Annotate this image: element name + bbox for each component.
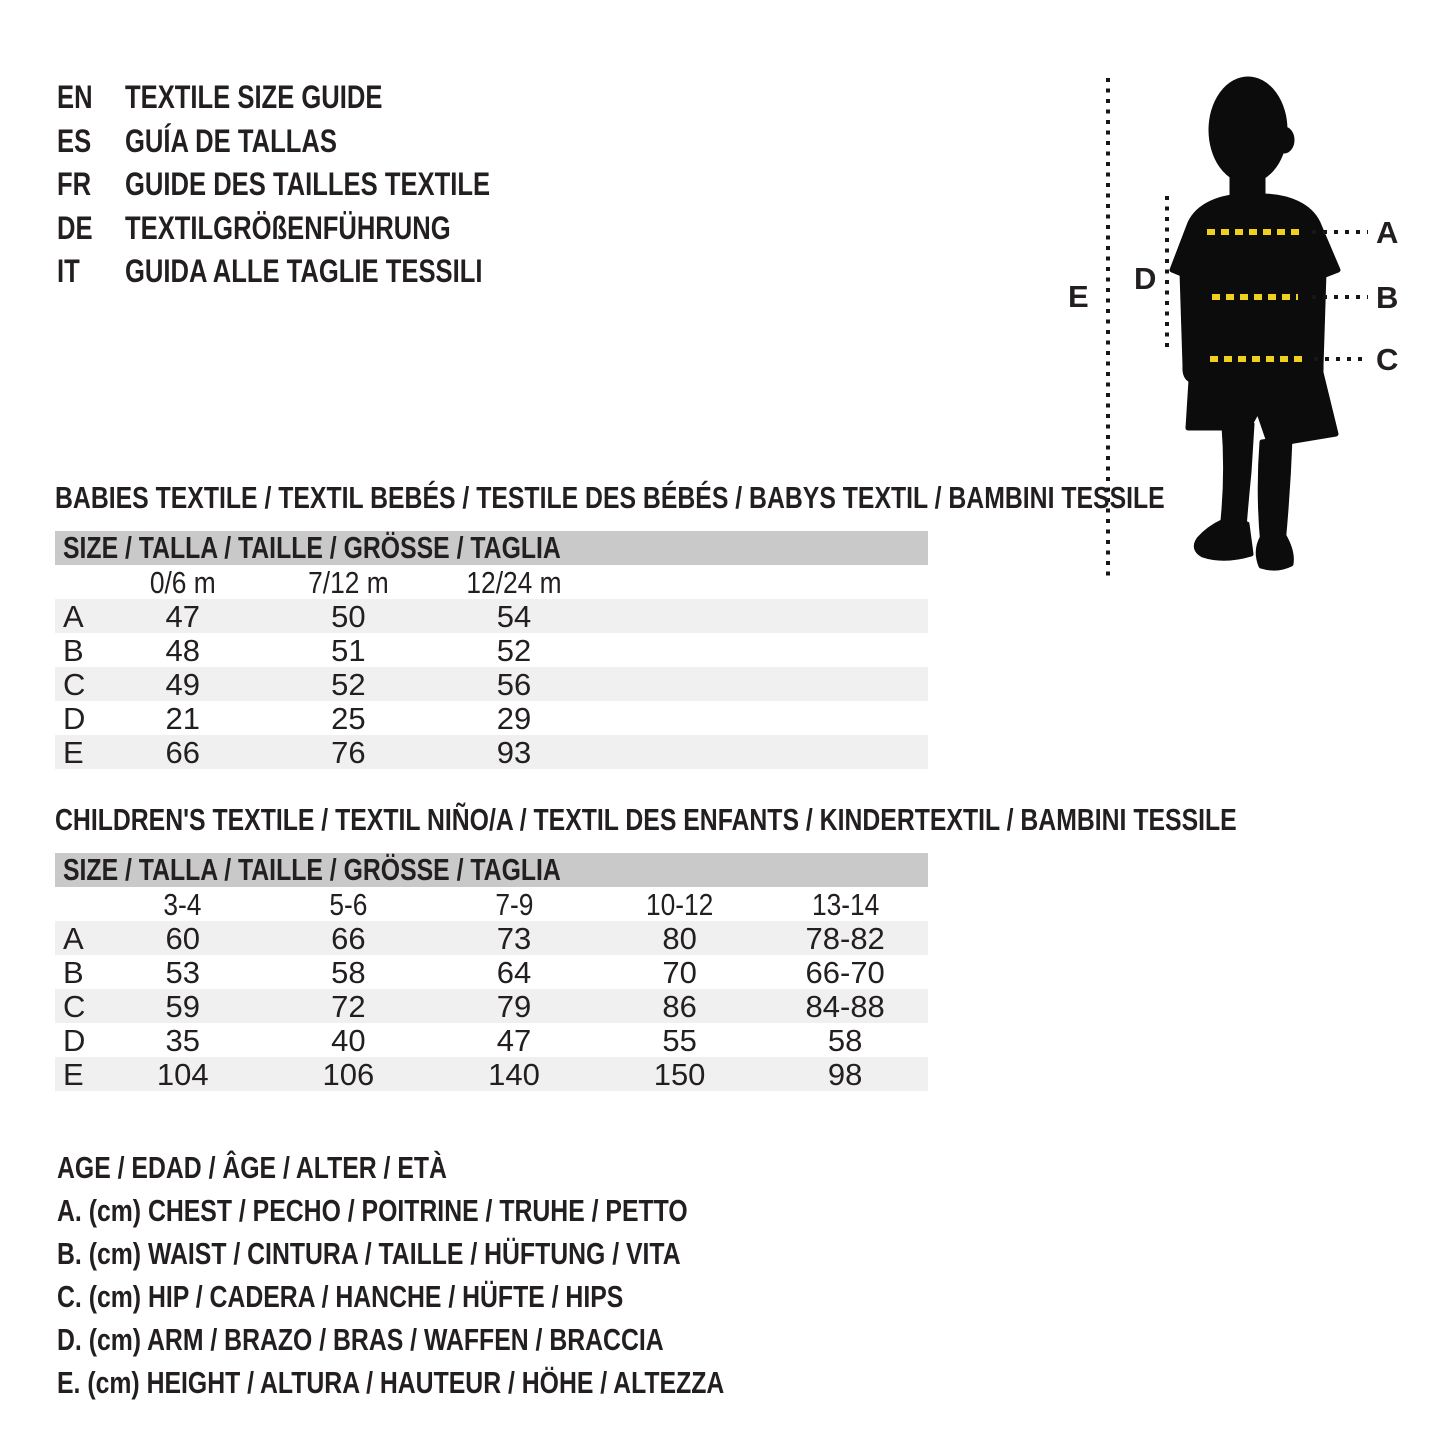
figure-label-e: E — [1068, 279, 1089, 314]
figure-label-d: D — [1134, 261, 1157, 296]
row-label: D — [63, 701, 86, 736]
value-cell: 76 — [331, 735, 366, 770]
value-cell: 52 — [496, 633, 532, 668]
babies-size-table — [55, 531, 928, 769]
value-cell: 56 — [496, 667, 532, 702]
value-cell: 70 — [662, 955, 697, 990]
language-code: IT — [57, 253, 80, 290]
value-cell: 86 — [662, 989, 697, 1024]
value-cell: 21 — [165, 701, 201, 736]
value-cell: 53 — [165, 955, 201, 990]
babies-size-header-bar — [55, 531, 928, 565]
legend-arm-text: D. (cm) ARM / BRAZO / BRAS / WAFFEN / BRACCIA — [57, 1321, 664, 1357]
guide-title-fr: GUIDE DES TAILLES TEXTILE — [125, 166, 491, 203]
children-section-title — [55, 803, 1445, 837]
value-cell: 49 — [165, 667, 201, 702]
measurement-legend — [57, 1146, 891, 1404]
row-label: A — [63, 921, 84, 956]
language-code: FR — [57, 166, 92, 203]
children-column-header: 5-6 — [329, 887, 368, 922]
children-size-table — [55, 853, 928, 1091]
row-label: A — [63, 599, 84, 634]
value-cell: 66 — [331, 921, 366, 956]
value-cell: 47 — [165, 599, 201, 634]
silhouette-right-shoe — [1258, 536, 1291, 568]
silhouette-ear — [1276, 129, 1292, 151]
children-column-header: 7-9 — [494, 887, 534, 922]
figure-label-b: B — [1376, 280, 1399, 315]
children-section-title-text: CHILDREN'S TEXTILE / TEXTIL NIÑO/A / TEXTIL DES ENFANTS / KINDERTEXTIL / BAMBINI TESSILE — [55, 802, 1237, 837]
row-label: B — [63, 633, 84, 668]
value-cell: 104 — [156, 1057, 209, 1092]
legend-chest-text: A. (cm) CHEST / PECHO / POITRINE / TRUHE / PETTO — [57, 1192, 688, 1228]
children-column-header-row — [55, 887, 928, 921]
guide-title-it: GUIDA ALLE TAGLIE TESSILI — [125, 253, 483, 290]
value-cell: 58 — [331, 955, 366, 990]
row-label: E — [63, 735, 84, 770]
children-column-header: 10-12 — [645, 887, 714, 922]
figure-label-a: A — [1376, 215, 1399, 250]
babies-size-header-text: SIZE / TALLA / TAILLE / GRÖSSE / TAGLIA — [63, 530, 561, 565]
value-cell: 50 — [331, 599, 366, 634]
language-row-es — [57, 120, 581, 164]
value-cell: 80 — [662, 921, 697, 956]
value-cell: 72 — [331, 989, 366, 1024]
babies-row-a — [55, 599, 928, 633]
value-cell: 48 — [165, 633, 201, 668]
value-cell: 64 — [496, 955, 532, 990]
row-label: B — [63, 955, 84, 990]
value-cell: 79 — [496, 989, 532, 1024]
value-cell: 59 — [165, 989, 201, 1024]
legend-waist-text: B. (cm) WAIST / CINTURA / TAILLE / HÜFTUNG / VITA — [57, 1235, 681, 1271]
legend-height-line — [57, 1361, 891, 1404]
legend-chest-line — [57, 1189, 891, 1232]
legend-age-text: AGE / EDAD / ÂGE / ALTER / ETÀ — [57, 1149, 447, 1185]
babies-section-title-text: BABIES TEXTILE / TEXTIL BEBÉS / TESTILE DES BÉBÉS / BABYS TEXTIL / BAMBINI TESSILE — [55, 480, 1165, 515]
value-cell: 150 — [653, 1057, 706, 1092]
legend-arm-line — [57, 1318, 891, 1361]
legend-waist-line — [57, 1232, 891, 1275]
language-title-list — [57, 76, 581, 294]
value-cell: 93 — [496, 735, 532, 770]
children-row-a — [55, 921, 928, 955]
row-label: D — [63, 1023, 86, 1058]
babies-column-header: 7/12 m — [308, 565, 389, 600]
language-row-de — [57, 207, 581, 251]
children-row-c — [55, 989, 928, 1023]
legend-age-line — [57, 1146, 891, 1189]
legend-height-text: E. (cm) HEIGHT / ALTURA / HAUTEUR / HÖHE / ALTEZZA — [57, 1364, 725, 1400]
children-row-e — [55, 1057, 928, 1091]
value-cell: 29 — [496, 701, 532, 736]
children-row-d — [55, 1023, 928, 1057]
row-label: C — [63, 989, 86, 1024]
figure-label-c: C — [1376, 342, 1399, 377]
legend-hip-text: C. (cm) HIP / CADERA / HANCHE / HÜFTE / HIPS — [57, 1278, 624, 1314]
babies-column-header: 12/24 m — [466, 565, 562, 600]
children-column-header: 13-14 — [811, 887, 879, 922]
value-cell: 40 — [331, 1023, 366, 1058]
babies-row-b — [55, 633, 928, 667]
guide-title-es: GUÍA DE TALLAS — [125, 122, 337, 159]
row-label: C — [63, 667, 86, 702]
value-cell: 140 — [488, 1057, 540, 1092]
language-code: DE — [57, 209, 93, 246]
language-row-fr — [57, 163, 581, 207]
value-cell: 25 — [331, 701, 366, 736]
children-size-header-text: SIZE / TALLA / TAILLE / GRÖSSE / TAGLIA — [63, 852, 561, 887]
language-row-en — [57, 76, 581, 120]
value-cell: 52 — [331, 667, 366, 702]
value-cell: 60 — [165, 921, 201, 956]
value-cell: 54 — [496, 599, 532, 634]
children-row-b — [55, 955, 928, 989]
silhouette-left-shoe — [1196, 522, 1251, 558]
language-code: ES — [57, 122, 92, 159]
row-label: E — [63, 1057, 84, 1092]
value-cell: 47 — [496, 1023, 532, 1058]
value-cell: 66 — [165, 735, 201, 770]
value-cell: 51 — [331, 633, 366, 668]
guide-title-de: TEXTILGRÖßENFÜHRUNG — [125, 209, 451, 246]
value-cell: 84-88 — [805, 989, 885, 1024]
value-cell: 35 — [165, 1023, 201, 1058]
value-cell: 58 — [827, 1023, 863, 1058]
value-cell: 78-82 — [805, 921, 885, 956]
value-cell: 55 — [662, 1023, 697, 1058]
language-code: EN — [57, 79, 93, 116]
value-cell: 98 — [827, 1057, 863, 1092]
value-cell: 73 — [496, 921, 532, 956]
children-size-header-bar — [55, 853, 928, 887]
legend-hip-line — [57, 1275, 891, 1318]
silhouette-shorts — [1188, 348, 1336, 445]
babies-column-header-row — [55, 565, 928, 599]
value-cell: 66-70 — [805, 955, 885, 990]
babies-section-title — [55, 481, 1442, 515]
language-row-it — [57, 250, 581, 294]
babies-column-header: 0/6 m — [149, 565, 216, 600]
value-cell: 106 — [322, 1057, 375, 1092]
babies-row-d — [55, 701, 928, 735]
babies-row-e — [55, 735, 928, 769]
children-column-header: 3-4 — [163, 887, 202, 922]
babies-row-c — [55, 667, 928, 701]
guide-title-en: TEXTILE SIZE GUIDE — [125, 79, 383, 116]
